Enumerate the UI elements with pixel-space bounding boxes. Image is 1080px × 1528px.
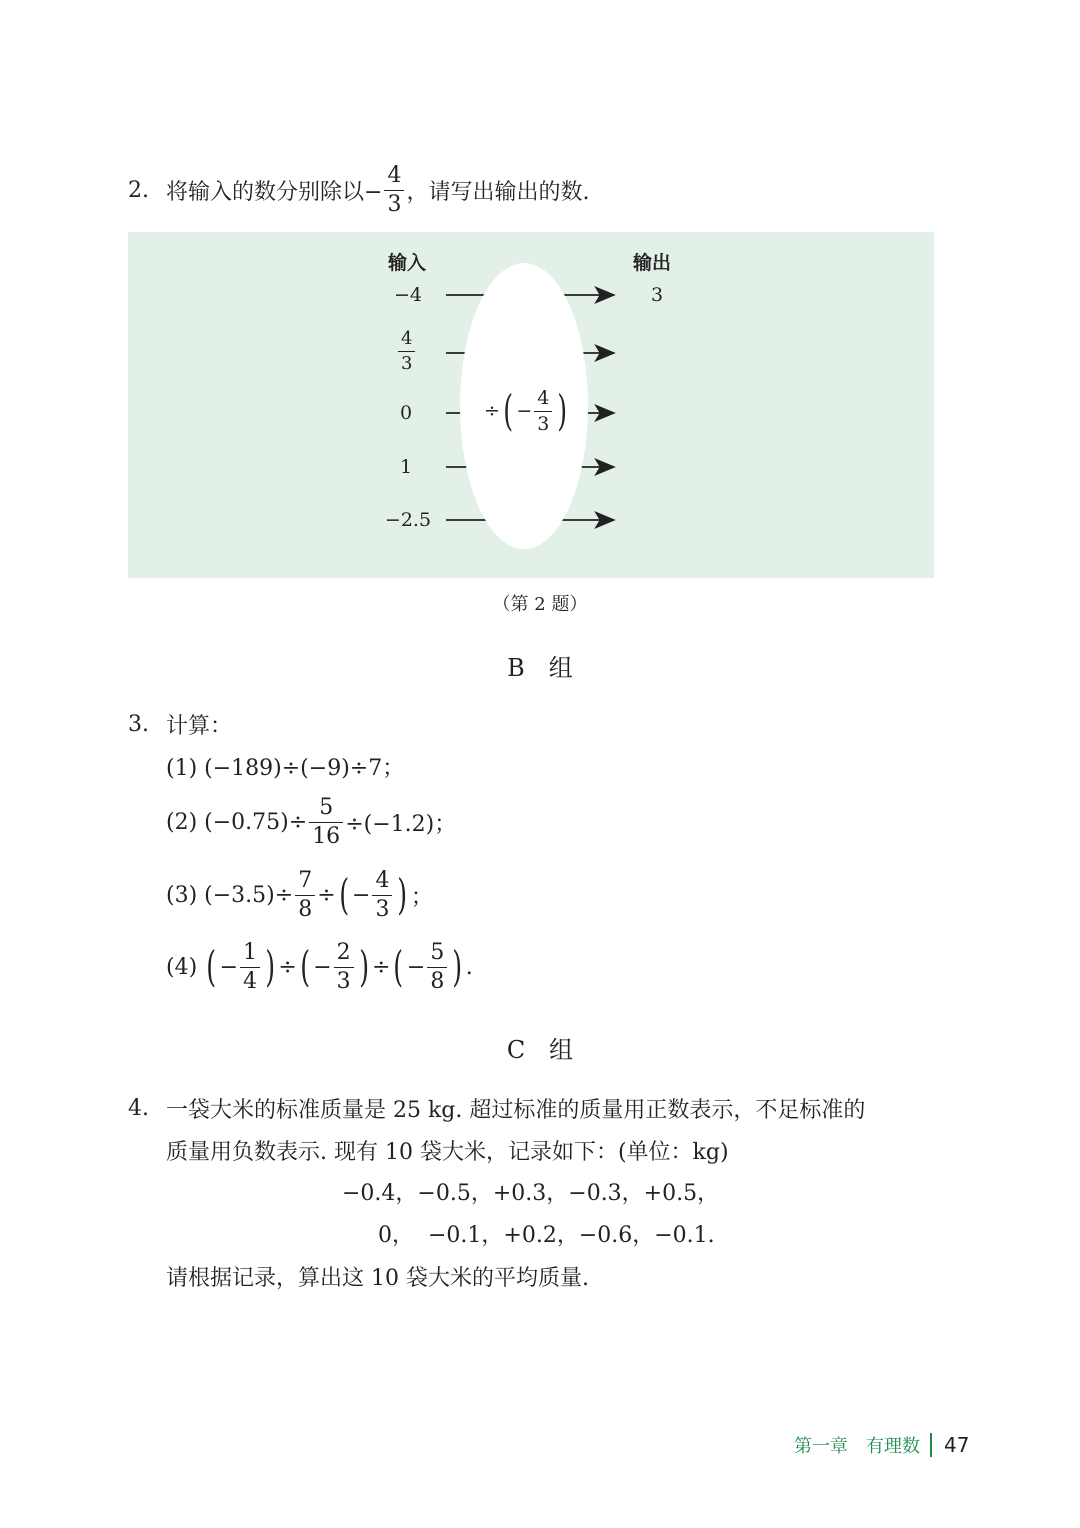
question-text-line-2: 质量用负数表示. 现有 10 袋大米，记录如下：(单位：kg): [166, 1139, 729, 1165]
data-row-2: 0， −0.1，+0.2，−0.6，−0.1.: [378, 1223, 715, 1248]
operator-expression: ÷ ( − $\frac{4}{3}$ ): [484, 386, 568, 435]
group-c-heading: C 组: [506, 1036, 574, 1064]
question-title: 计算：: [166, 713, 233, 739]
input-value-2: $\frac{4}{3}$: [396, 330, 417, 373]
question-number: 2.: [128, 177, 149, 203]
output-header: 输出: [633, 252, 672, 274]
page-number: 47: [944, 1433, 970, 1457]
question-number: 4.: [128, 1095, 149, 1121]
figure-caption: （第 2 题）: [492, 594, 588, 615]
q3-part-2: (2) (−0.75)÷ $\frac{5}{16}$ ÷(−1.2)；: [166, 794, 457, 849]
q3-part-3: (3) (−3.5)÷ $\frac{7}{8}$ ÷ ( − $\frac{4}{3}$ ) ；: [166, 867, 433, 922]
input-value-1: −4: [393, 284, 422, 306]
input-value-4: 1: [399, 456, 413, 478]
footer-divider: [930, 1433, 932, 1457]
data-row-1: −0.4，−0.5，+0.3，−0.3，+0.5，: [342, 1181, 720, 1206]
question-number: 3.: [128, 711, 149, 737]
question-2: [128, 162, 589, 218]
input-header: 输入: [388, 252, 427, 274]
q3-part-1: (1) (−189)÷(−9)÷7；: [166, 755, 405, 781]
page-footer: [794, 1432, 969, 1458]
group-b-heading: B 组: [507, 654, 573, 682]
question-4: [128, 1092, 865, 1124]
q3-part-4: (4) ( − $\frac{1}{4}$ ) ÷ ( − $\frac{2}{3}$ ) ÷ ( − $\frac{5}{8}$ ) .: [166, 939, 473, 994]
input-value-3: 0: [399, 402, 413, 424]
chapter-title: 第一章 有理数: [794, 1436, 920, 1457]
fraction: $\frac{4}{3}$: [384, 165, 404, 216]
question-text-line-1: 一袋大米的标准质量是 25 kg. 超过标准的质量用正数表示，不足标准的: [166, 1097, 866, 1123]
input-value-5: −2.5: [384, 509, 432, 531]
question-text: 将输入的数分别除以−: [166, 179, 383, 205]
diagram-panel: [128, 232, 934, 578]
question-3: [128, 708, 232, 740]
output-value-1: 3: [651, 284, 664, 306]
question-text-tail: ，请写出输出的数.: [406, 179, 590, 205]
question-text-line-3: 请根据记录，算出这 10 袋大米的平均质量.: [166, 1265, 589, 1291]
